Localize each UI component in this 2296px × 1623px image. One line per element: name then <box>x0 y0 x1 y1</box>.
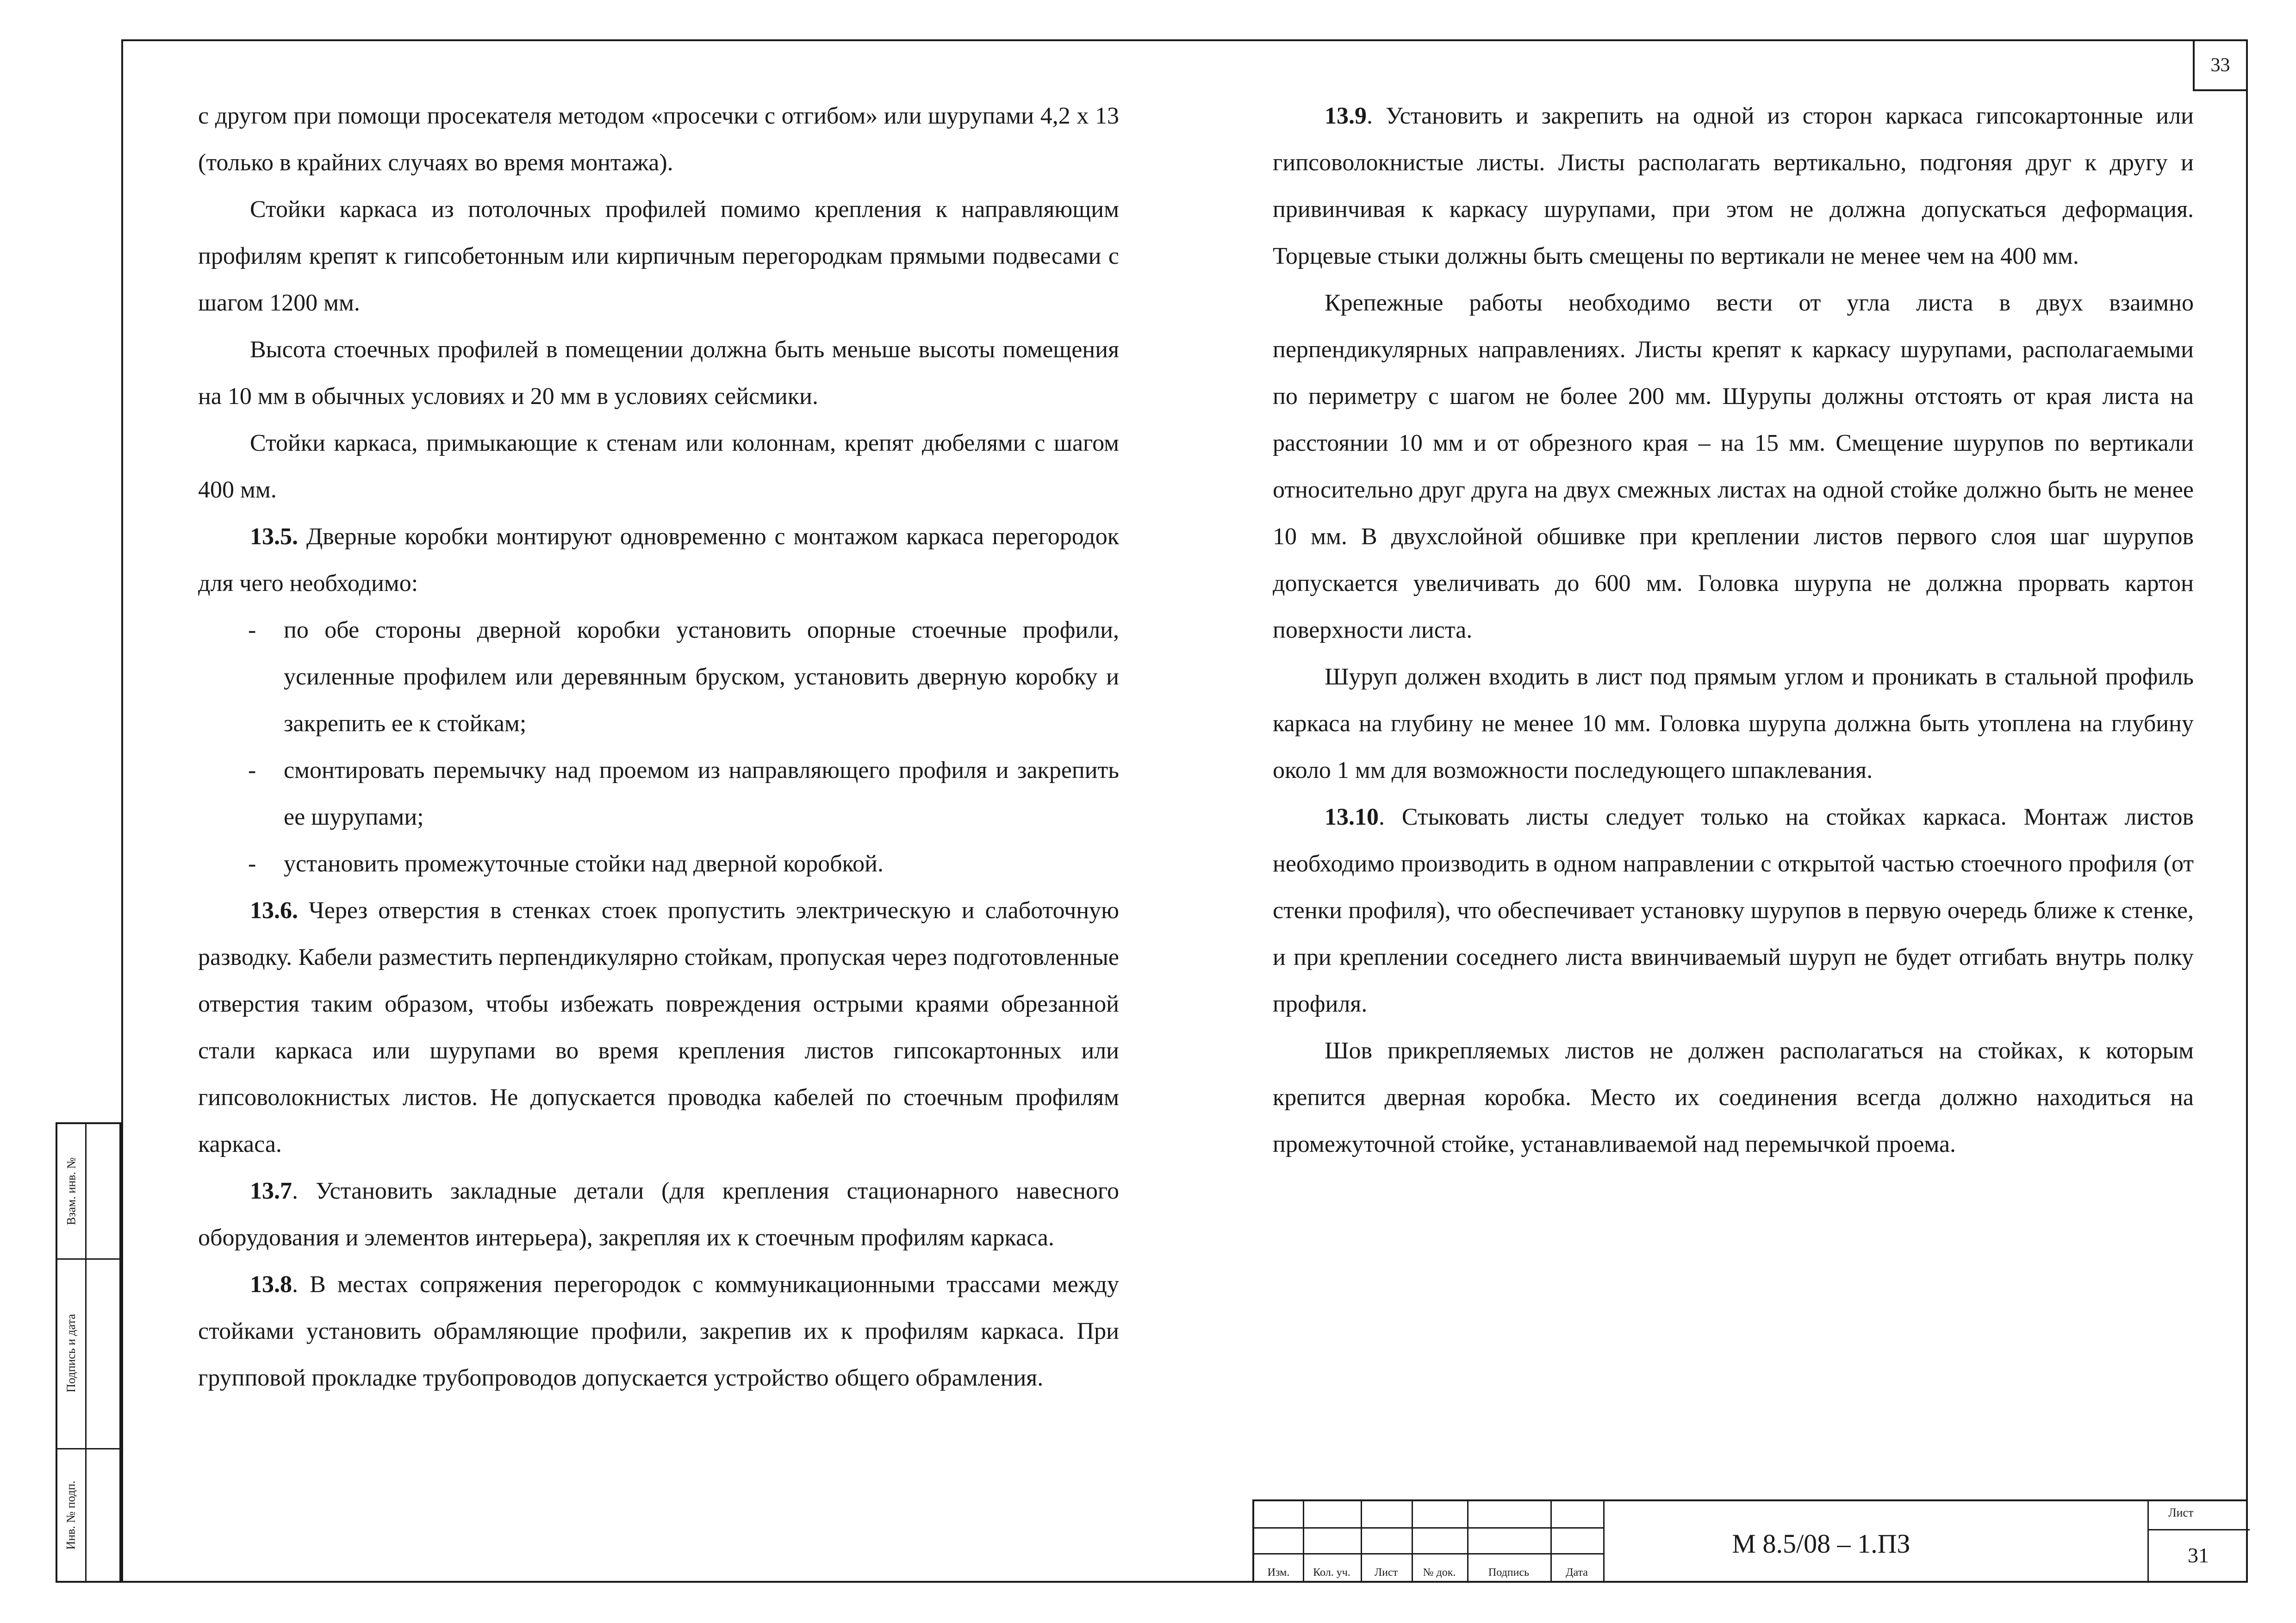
col-doc: № док. <box>1423 1567 1456 1579</box>
title-block-row-divider <box>1254 1527 1603 1529</box>
list-item <box>198 840 1119 887</box>
sheet-label: Лист <box>2168 1506 2194 1519</box>
section-text: Через отверстия в стенках стоек пропустить электрическую и слаботочную разводку. Кабели разместить перпендикулярно стойкам, пропуская через подготовленные отверстия таким образом, чтобы избежать повреждения острыми краями обрезанной стали каркаса или шурупами во время крепления листов гипсокартонных или гипсоволокнистых листов. Не допускается проводка кабелей по стоечным профилям каркаса. <box>198 897 1119 1157</box>
section-13-10 <box>1273 794 2194 1027</box>
section-13-7 <box>198 1168 1119 1261</box>
side-stamp-cell <box>57 1448 85 1582</box>
section-number: 13.7 <box>250 1178 292 1204</box>
document-code: М 8.5/08 – 1.ПЗ <box>1732 1529 1910 1559</box>
dash-list <box>198 607 1119 887</box>
sheet-number: 31 <box>2188 1543 2209 1567</box>
side-stamp-label-replacement: Взам. инв. № <box>64 1157 78 1225</box>
col-izm: Изм. <box>1267 1567 1290 1579</box>
side-stamp-divider <box>85 1124 87 1581</box>
section-number: 13.8 <box>250 1271 292 1298</box>
section-13-8 <box>198 1261 1119 1401</box>
paragraph: Стойки каркаса, примыкающие к стенам или колоннам, крепят дюбелями с шагом 400 мм. <box>198 430 1119 503</box>
section-13-9 <box>1273 93 2194 280</box>
side-stamp-label-signature: Подпись и дата <box>64 1314 78 1393</box>
col-kol: Кол. уч. <box>1313 1567 1350 1579</box>
list-dash: - <box>248 851 256 877</box>
paragraph: Крепежные работы необходимо вести от угла листа в двух взаимно перпендикулярных направлениях. Листы крепят к каркасу шурупами, располагаемыми по периметру с шагом не более 200 мм. Шурупы должны отстоять от края листа на расстоянии 10 мм и от обрезного края – на 15 мм. Смещение шурупов по вертикали относительно друг друга на двух смежных листах на одной стойке должно быть не менее 10 мм. В двухслойной обшивке при креплении листов первого слоя шаг шурупов допускается увеличивать до 600 мм. Головка шурупа не должна прорвать картон поверхности листа. <box>1273 290 2194 643</box>
section-text: . Установить закладные детали (для крепления стационарного навесного оборудования и элементов интерьера), закрепляя их к стоечным профилям каркаса. <box>198 1178 1119 1251</box>
list-item-text: установить промежуточные стойки над дверной коробкой. <box>284 851 884 877</box>
section-text: . В местах сопряжения перегородок с коммуникационными трассами между стойками установить обрамляющие профили, закрепив их к профилям каркаса. При групповой прокладке трубопроводов допускается устройство общего обрамления. <box>198 1271 1119 1391</box>
col-date: Дата <box>1566 1567 1588 1579</box>
col-sign: Подпись <box>1488 1567 1530 1579</box>
paragraph: Шов прикрепляемых листов не должен располагаться на стойках, к которым крепится дверная коробка. Место их соединения всегда должно находиться на промежуточной стойке, устанавливаемой над перемычкой проема. <box>1273 1038 2194 1157</box>
list-item-text: смонтировать перемычку над проемом из направляющего профиля и закрепить ее шурупами; <box>284 757 1119 830</box>
side-stamp-label-inventory: Инв. № подп. <box>64 1480 78 1550</box>
side-stamp-cell <box>57 1124 85 1258</box>
section-13-6 <box>198 887 1119 1168</box>
left-column <box>198 93 1119 1401</box>
paragraph: Стойки каркаса из потолочных профилей помимо крепления к направляющим профилям крепят к гипсобетонным или кирпичным перегородкам прямыми подвесами с шагом 1200 мм. <box>198 196 1119 316</box>
col-list: Лист <box>1374 1567 1398 1579</box>
paragraph: Высота стоечных профилей в помещении должна быть меньше высоты помещения на 10 мм в обычных условиях и 20 мм в условиях сейсмики. <box>198 336 1119 410</box>
list-item-text: по обе стороны дверной коробки установить опорные стоечные профили, усиленные профилем или деревянным бруском, установить дверную коробку и закрепить ее к стойкам; <box>284 617 1119 737</box>
right-column <box>1273 93 2194 1168</box>
section-13-5 <box>198 513 1119 607</box>
list-item <box>198 747 1119 840</box>
title-block-row-divider <box>2147 1529 2250 1530</box>
list-item <box>198 607 1119 747</box>
title-block-divider <box>2147 1501 2149 1583</box>
title-block <box>1252 1499 2248 1583</box>
list-dash: - <box>248 757 256 784</box>
section-number: 13.9 <box>1325 103 1367 129</box>
paragraph: Шуруп должен входить в лист под прямым углом и проникать в стальной профиль каркаса на глубину не менее 10 мм. Головка шурупа должна быть утоплена на глубину около 1 мм для возможности последующего шпаклевания. <box>1273 664 2194 784</box>
section-number: 13.5. <box>250 523 298 550</box>
side-stamp <box>56 1122 121 1583</box>
side-stamp-cell <box>57 1258 85 1448</box>
section-number: 13.10 <box>1325 804 1379 830</box>
paragraph: с другом при помощи просекателя методом «просечки с отгибом» или шурупами 4,2 х 13 (только в крайних случаях во время монтажа). <box>198 103 1119 176</box>
title-block-divider <box>1603 1501 1605 1583</box>
section-text: Дверные коробки монтируют одновременно с монтажом каркаса перегородок для чего необходимо: <box>198 523 1119 597</box>
section-text: . Установить и закрепить на одной из сторон каркаса гипсокартонные или гипсоволокнистые листы. Листы располагать вертикально, подгоняя друг к другу и привинчивая к каркасу шурупами, при этом не должна допускаться деформация. Торцевые стыки должны быть смещены по вертикали не менее чем на 400 мм. <box>1273 103 2194 269</box>
title-block-row-divider <box>1254 1553 1603 1555</box>
section-text: . Стыковать листы следует только на стойках каркаса. Монтаж листов необходимо производить в одном направлении с открытой частью стоечного профиля (от стенки профиля), что обеспечивает установку шурупов в первую очередь ближе к стенке, и при креплении соседнего листа ввинчиваемый шуруп не будет отгибать внутрь полку профиля. <box>1273 804 2194 1017</box>
list-dash: - <box>248 617 256 643</box>
section-number: 13.6. <box>250 897 298 924</box>
page-number: 33 <box>2193 39 2248 91</box>
